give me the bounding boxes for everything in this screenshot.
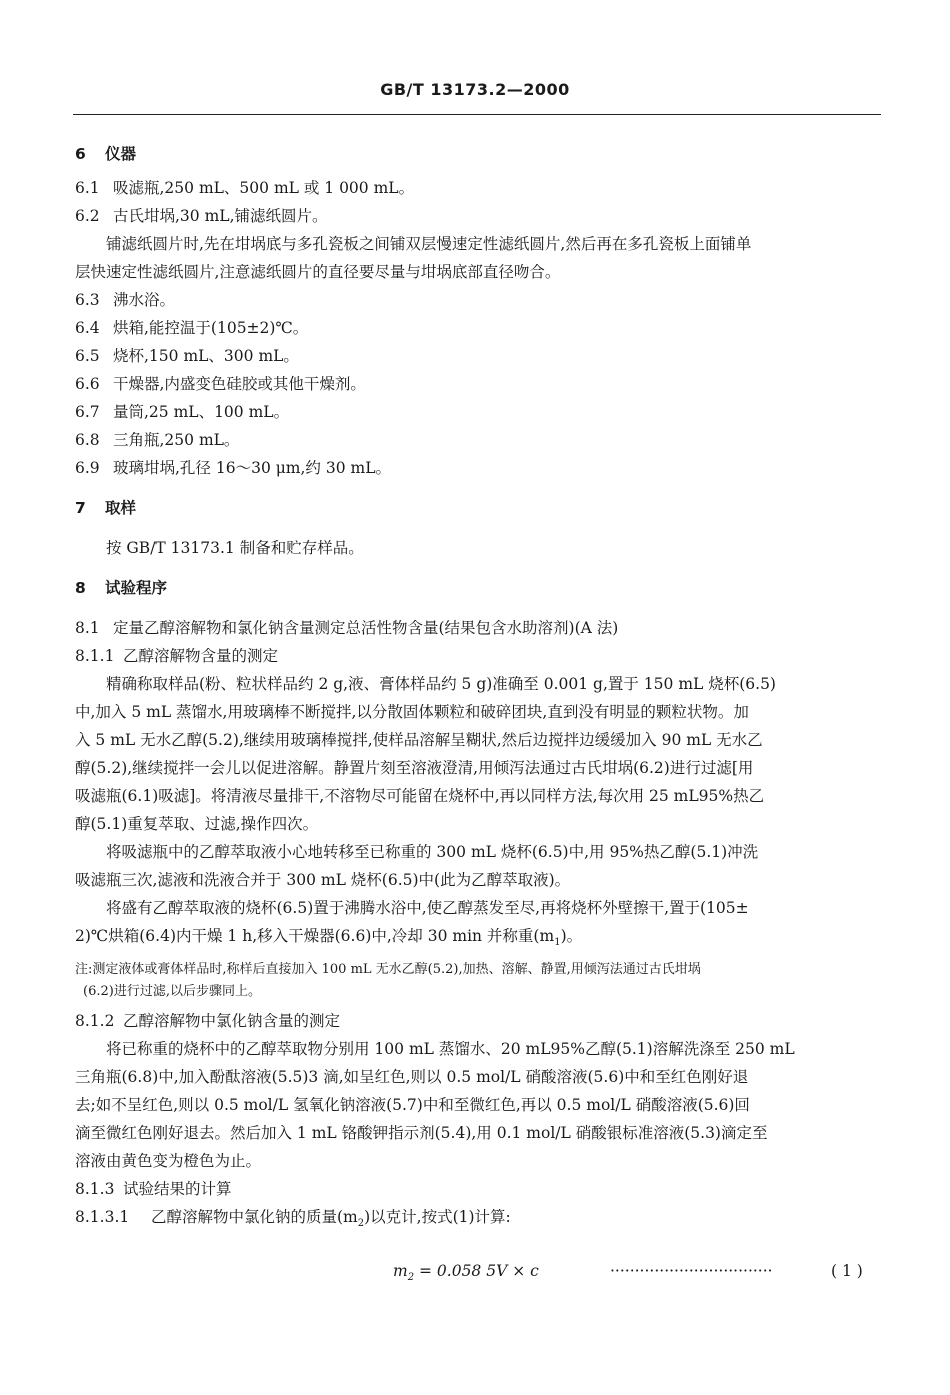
- subsection-8-1-3-1: [75, 1203, 875, 1238]
- paragraph-line: 滴至微红色刚好退去。然后加入 1 mL 铬酸钾指示剂(5.4),用 0.1 mol/L 硝酸银标准溶液(5.3)滴定至: [75, 1124, 768, 1143]
- paragraph-line: 吸滤瓶(6.1)吸滤]。将清液尽量排干,不溶物尽可能留在烧杯中,再以同样方法,每次用 25 mL95%热乙: [75, 787, 765, 805]
- item-number: 6.8: [75, 431, 100, 449]
- paragraph-line: 醇(5.1)重复萃取、过滤,操作四次。: [75, 815, 319, 833]
- section-title: 试验程序: [105, 579, 168, 597]
- subsection-title: 试验结果的计算: [123, 1180, 232, 1199]
- paragraph-8-1-1-c: [75, 894, 875, 957]
- item-text: 烘箱,能控温于(105±2)℃。: [113, 319, 309, 337]
- section-title: 仪器: [105, 145, 137, 163]
- item-number: 6.2: [75, 207, 100, 225]
- item-text: 吸滤瓶,250 mL、500 mL 或 1 000 mL。: [113, 179, 415, 197]
- page-header: GB/T 13173.2—2000: [380, 80, 570, 99]
- subsection-title: 乙醇溶解物中氯化钠含量的测定: [123, 1012, 341, 1031]
- subsection-number: 8.1: [75, 619, 100, 637]
- subsection-number: 8.1.3: [75, 1180, 115, 1199]
- subscript: 1: [554, 937, 561, 949]
- item-text: 玻璃坩埚,孔径 16～30 μm,约 30 mL。: [113, 459, 391, 477]
- paragraph-line: 三角瓶(6.8)中,加入酚酞溶液(5.5)3 滴,如呈红色,则以 0.5 mol/L 硝酸溶液(5.6)中和至红色刚好退: [75, 1068, 749, 1087]
- section-title: 取样: [105, 499, 137, 517]
- section-8-heading: [75, 574, 875, 602]
- paragraph-8-1-1-b: [75, 838, 875, 894]
- item-6-4: [75, 314, 875, 342]
- paragraph-8-1-1-a: [75, 670, 875, 838]
- paragraph-line: 将已称重的烧杯中的乙醇萃取物分别用 100 mL 蒸馏水、20 mL95%乙醇(5.1)溶解洗涤至 250 mL: [106, 1040, 795, 1059]
- subsection-title: 定量乙醇溶解物和氯化钠含量测定总活性物含量(结果包含水助溶剂)(A 法): [113, 619, 619, 637]
- item-number: 6.5: [75, 347, 100, 365]
- section-number: 7: [75, 499, 86, 517]
- text-run: 2)℃烘箱(6.4)内干燥 1 h,移入干燥器(6.6)中,冷却 30 min 并称重(m: [75, 927, 555, 945]
- formula-1: [75, 1256, 875, 1296]
- subsection-8-1-2: [75, 1007, 875, 1035]
- subsection-8-1: [75, 614, 875, 642]
- formula-rhs: = 0.058 5V × c: [414, 1262, 539, 1281]
- section-7-heading: [75, 494, 875, 522]
- item-number: 6.7: [75, 403, 100, 421]
- note: [75, 959, 875, 1003]
- subsection-number: 8.1.3.1: [75, 1208, 130, 1227]
- subsection-title: 乙醇溶解物含量的测定: [123, 647, 279, 665]
- paragraph-line: 中,加入 5 mL 蒸馏水,用玻璃棒不断搅拌,以分散固体颗粒和破碎团块,直到没有明显的颗粒状物。加: [75, 703, 749, 721]
- item-6-3: [75, 286, 875, 314]
- paragraph-line: 精确称取样品(粉、粒状样品约 2 g,液、膏体样品约 5 g)准确至 0.001 g,置于 150 mL 烧杯(6.5): [106, 675, 776, 693]
- formula-lhs: m: [393, 1262, 408, 1281]
- formula-leader-dots: ·································: [610, 1262, 773, 1281]
- item-number: 6.1: [75, 179, 100, 197]
- paragraph-line: 按 GB/T 13173.1 制备和贮存样品。: [106, 539, 364, 557]
- paragraph-line: 将盛有乙醇萃取液的烧杯(6.5)置于沸腾水浴中,使乙醇蒸发至尽,再将烧杯外壁擦干,置于(105±: [106, 899, 749, 917]
- item-6-6: [75, 370, 875, 398]
- item-6-7: [75, 398, 875, 426]
- item-6-9: [75, 454, 875, 482]
- text-run: )。: [560, 927, 583, 945]
- subsection-8-1-1: [75, 642, 875, 670]
- paragraph-line: 将吸滤瓶中的乙醇萃取液小心地转移至已称重的 300 mL 烧杯(6.5)中,用 95%热乙醇(5.1)冲洗: [106, 843, 759, 861]
- paragraph-8-1-2: [75, 1035, 875, 1175]
- item-text: 古氏坩埚,30 mL,铺滤纸圆片。: [113, 207, 328, 225]
- item-number: 6.9: [75, 459, 100, 477]
- paragraph-line: 铺滤纸圆片时,先在坩埚底与多孔瓷板之间铺双层慢速定性滤纸圆片,然后再在多孔瓷板上面铺单: [106, 235, 752, 253]
- subsection-8-1-3: [75, 1175, 875, 1203]
- item-6-2: [75, 202, 875, 230]
- header-rule: [73, 114, 881, 115]
- paragraph-line: [75, 922, 875, 957]
- paragraph-line: 溶液由黄色变为橙色为止。: [75, 1152, 262, 1171]
- paragraph-line: 吸滤瓶三次,滤液和洗液合并于 300 mL 烧杯(6.5)中(此为乙醇萃取液)。: [75, 871, 571, 889]
- section-6-heading: [75, 140, 875, 168]
- section-number: 8: [75, 579, 86, 597]
- paragraph-line: 层快速定性滤纸圆片,注意滤纸圆片的直径要尽量与坩埚底部直径吻合。: [75, 263, 561, 281]
- subsection-number: 8.1.1: [75, 647, 115, 665]
- paragraph-line: 醇(5.2),继续搅拌一会儿以促进溶解。静置片刻至溶液澄清,用倾泻法通过古氏坩埚(6.2)进行过滤[用: [75, 759, 754, 777]
- item-number: 6.6: [75, 375, 100, 393]
- item-text: 三角瓶,250 mL。: [113, 431, 240, 449]
- subscript: 2: [357, 1218, 365, 1230]
- text-run: 乙醇溶解物中氯化钠的质量(m: [151, 1208, 358, 1227]
- item-text: 量筒,25 mL、100 mL。: [113, 403, 290, 421]
- item-6-8: [75, 426, 875, 454]
- item-number: 6.4: [75, 319, 100, 337]
- item-6-1: [75, 174, 875, 202]
- paragraph-line: 去;如不呈红色,则以 0.5 mol/L 氢氧化钠溶液(5.7)中和至微红色,再以 0.5 mol/L 硝酸溶液(5.6)回: [75, 1096, 750, 1115]
- item-6-5: [75, 342, 875, 370]
- equation-number: ( 1 ): [831, 1262, 863, 1281]
- document-body: [75, 140, 875, 1296]
- section-number: 6: [75, 145, 86, 163]
- formula-lhs-subscript: 2: [407, 1272, 415, 1284]
- text-run: )以克计,按式(1)计算:: [364, 1208, 511, 1227]
- note-line: (6.2)进行过滤,以后步骤同上。: [83, 984, 261, 1000]
- item-number: 6.3: [75, 291, 100, 309]
- subsection-number: 8.1.2: [75, 1012, 115, 1031]
- item-text: 烧杯,150 mL、300 mL。: [113, 347, 299, 365]
- paragraph-line: 入 5 mL 无水乙醇(5.2),继续用玻璃棒搅拌,使样品溶解呈糊状,然后边搅拌边缓缓加入 90 mL 无水乙: [75, 731, 763, 749]
- item-text: 干燥器,内盛变色硅胶或其他干燥剂。: [113, 375, 366, 393]
- formula-expression: [393, 1262, 539, 1283]
- note-line: 注:测定液体或膏体样品时,称样后直接加入 100 mL 无水乙醇(5.2),加热、溶解、静置,用倾泻法通过古氏坩埚: [75, 962, 701, 978]
- item-text: 沸水浴。: [113, 291, 176, 309]
